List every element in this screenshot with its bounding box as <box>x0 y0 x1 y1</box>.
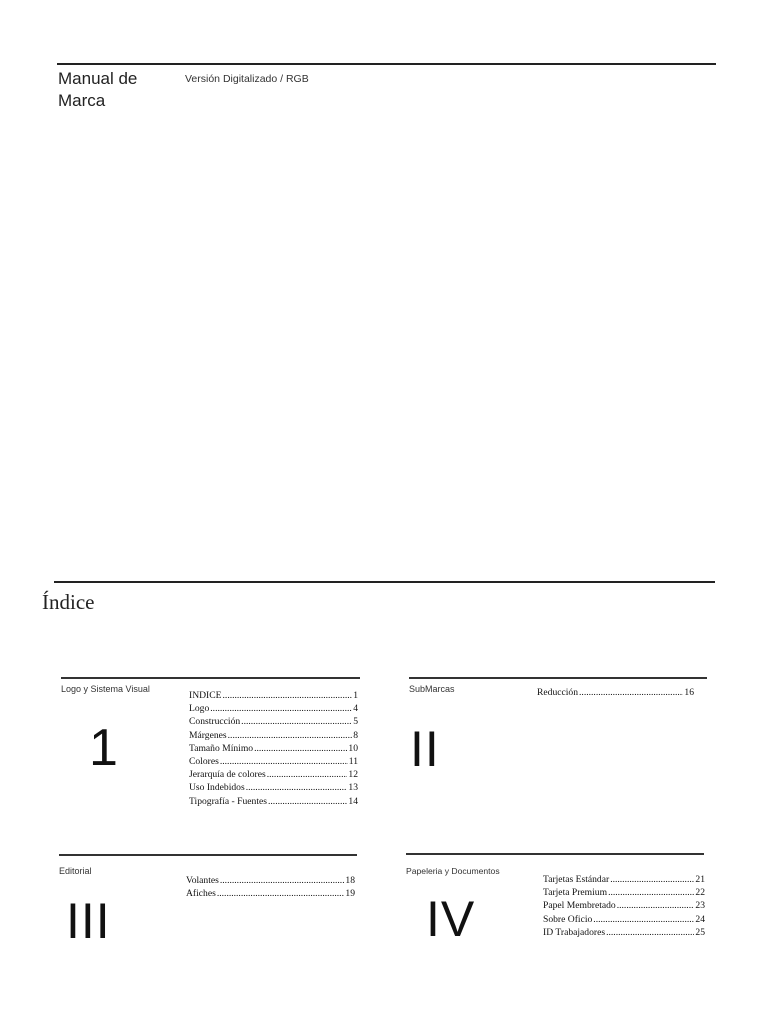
toc-list <box>537 686 694 699</box>
toc-entry-page: 22 <box>695 887 705 899</box>
toc-entry[interactable] <box>189 729 358 742</box>
toc-entry[interactable] <box>537 686 694 699</box>
section-label: Logo y Sistema Visual <box>61 684 150 694</box>
section-numeral: 1 <box>89 719 119 777</box>
toc-entry-page: 10 <box>348 742 358 754</box>
toc-entry-page: 24 <box>695 913 705 925</box>
toc-entry[interactable] <box>189 702 358 715</box>
toc-list <box>189 689 358 808</box>
toc-entry-page: 23 <box>695 900 705 912</box>
section-rule <box>59 854 357 856</box>
toc-entry-page: 16 <box>684 687 694 698</box>
toc-entry-title: Jerarquía de colores <box>189 769 266 781</box>
index-rule <box>54 581 715 583</box>
toc-entry-title: Colores <box>189 756 219 768</box>
toc-entry-title: Tamaño Mínimo <box>189 742 254 754</box>
toc-entry-page: 12 <box>348 769 358 781</box>
toc-entry-title: Tarjetas Estándar <box>543 874 610 885</box>
toc-entry[interactable] <box>186 887 355 900</box>
toc-entry-page: 11 <box>348 756 358 768</box>
toc-entry[interactable] <box>543 926 705 939</box>
index-heading: Índice <box>42 590 95 614</box>
section-label: SubMarcas <box>409 684 455 694</box>
toc-entry[interactable] <box>189 715 358 728</box>
toc-entry-page: 21 <box>695 874 705 885</box>
section-label: Editorial <box>59 866 92 876</box>
section-numeral: II <box>410 721 440 777</box>
toc-list <box>186 874 355 900</box>
toc-entry-title: Uso Indebidos <box>189 782 245 794</box>
toc-entry-title: Construcción <box>189 716 241 728</box>
toc-entry[interactable] <box>189 795 358 808</box>
toc-entry-page: 19 <box>345 888 355 900</box>
section-numeral: III <box>66 893 111 949</box>
toc-entry[interactable] <box>189 755 358 768</box>
toc-entry[interactable] <box>543 873 705 886</box>
toc-entry-page: 18 <box>345 875 355 886</box>
toc-entry-title: INDICE <box>189 690 222 701</box>
toc-entry-title: Tarjeta Premium <box>543 887 608 899</box>
toc-entry[interactable] <box>189 689 358 702</box>
toc-entry-page: 1 <box>353 690 358 701</box>
toc-entry[interactable] <box>543 899 705 912</box>
toc-entry-page: 25 <box>695 926 705 938</box>
toc-entry-title: Tipografía - Fuentes <box>189 795 267 807</box>
document-title: Manual de Marca <box>58 69 138 110</box>
toc-entry[interactable] <box>543 886 705 899</box>
toc-entry-page: 14 <box>348 795 358 807</box>
toc-entry-title: Papel Membretado <box>543 900 616 912</box>
toc-entry[interactable] <box>543 913 705 926</box>
document-subtitle: Versión Digitalizado / RGB <box>185 73 309 85</box>
toc-entry-title: Sobre Oficio <box>543 913 593 925</box>
header-rule <box>57 63 716 65</box>
toc-entry-title: Márgenes <box>189 729 227 741</box>
section-rule <box>406 853 704 855</box>
toc-entry[interactable] <box>189 781 358 794</box>
section-numeral: IV <box>426 891 476 947</box>
section-rule <box>409 677 707 679</box>
toc-entry-title: ID Trabajadores <box>543 926 606 938</box>
toc-list <box>543 873 705 939</box>
toc-entry[interactable] <box>189 768 358 781</box>
toc-entry[interactable] <box>189 742 358 755</box>
toc-entry-title: Logo <box>189 703 210 715</box>
toc-entry-page: 8 <box>353 729 358 741</box>
toc-entry-page: 5 <box>353 716 358 728</box>
toc-entry-title: Reducción <box>537 687 579 698</box>
toc-entry-title: Volantes <box>186 875 219 886</box>
toc-entry[interactable] <box>186 874 355 887</box>
section-rule <box>61 677 360 679</box>
toc-entry-page: 4 <box>353 703 358 715</box>
section-label: Papeleria y Documentos <box>406 866 500 876</box>
toc-entry-title: Afiches <box>186 888 216 900</box>
toc-entry-page: 13 <box>348 782 358 794</box>
